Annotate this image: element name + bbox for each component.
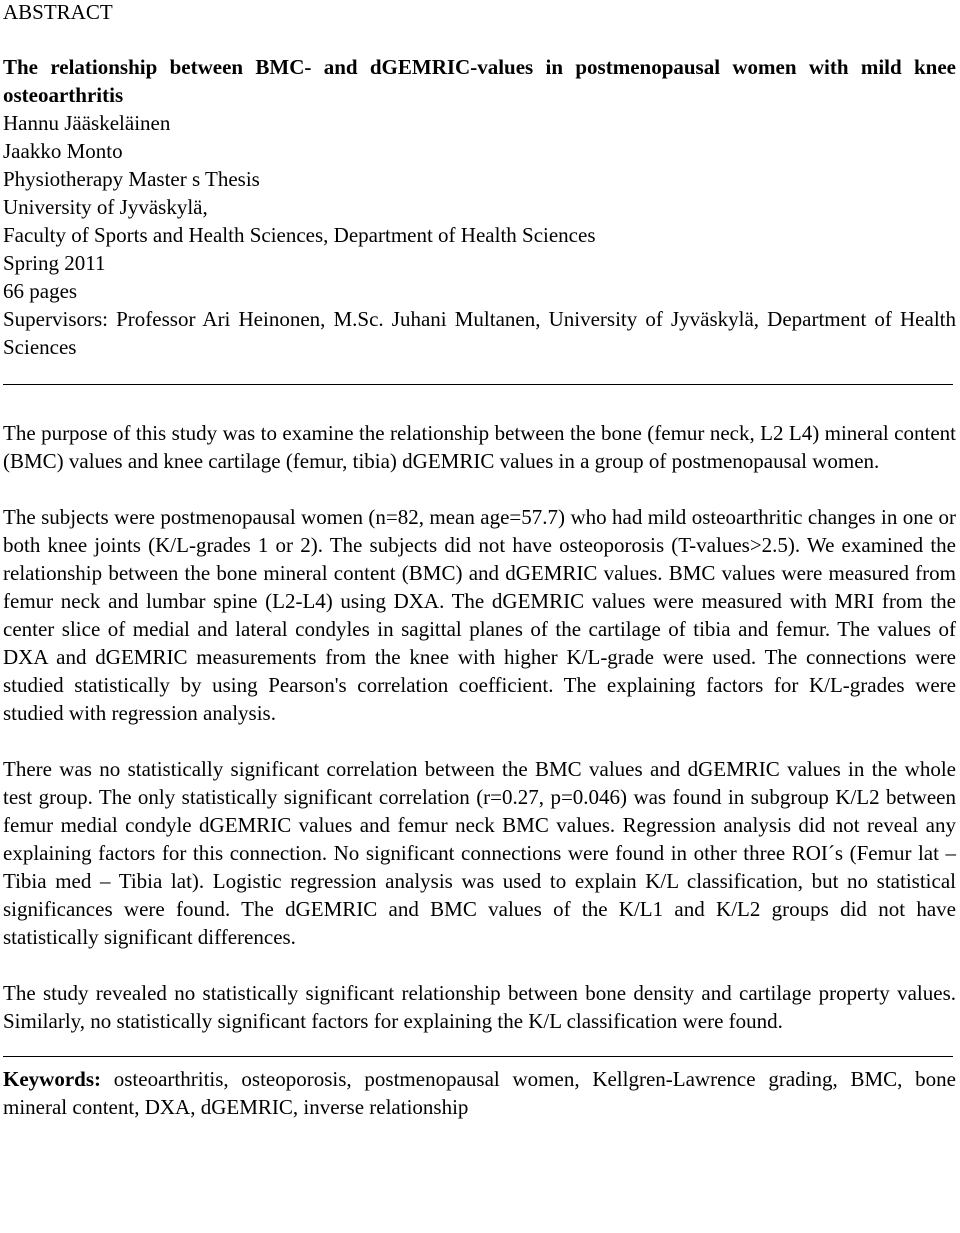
abstract-heading: ABSTRACT xyxy=(3,0,113,24)
author-2: Jaakko Monto xyxy=(3,139,123,163)
author-1: Hannu Jääskeläinen xyxy=(3,111,171,135)
abstract-paragraph-conclusion: The study revealed no statistically significant relationship between bone density and cartilage property values. Similarly, no statistically significant factors for explaining the K/L classification were found. xyxy=(3,981,956,1033)
abstract-paragraph-methods: The subjects were postmenopausal women (n=82, mean age=57.7) who had mild osteoarthritic changes in one or both knee joints (K/L-grades 1 or 2). The subjects did not have osteoporosis (T-values>2.5). We examined the relationship between the bone mineral content (BMC) and dGEMRIC values. BMC values were measured from femur neck and lumbar spine (L2-L4) using DXA. The dGEMRIC values were measured with MRI from the center slice of medial and lateral condyles in sagittal planes of the cartilage of tibia and femur. The values of DXA and dGEMRIC measurements from the knee with higher K/L-grade were used. The connections were studied statistically by using Pearson's correlation coefficient. The explaining factors for K/L-grades were studied with regression analysis. xyxy=(3,505,956,725)
faculty: Faculty of Sports and Health Sciences, Department of Health Sciences xyxy=(3,223,596,247)
page-count: 66 pages xyxy=(3,279,78,303)
university: University of Jyväskylä, xyxy=(3,195,208,219)
keywords-label: Keywords: xyxy=(3,1067,101,1091)
keywords-text: osteoarthritis, osteoporosis, postmenopausal women, Kellgren-Lawrence grading, BMC, bone mineral content, DXA, dGEMRIC, inverse relationship xyxy=(3,1067,956,1119)
thesis-type: Physiotherapy Master s Thesis xyxy=(3,167,260,191)
abstract-page xyxy=(3,0,956,1121)
thesis-metadata xyxy=(3,109,956,361)
term: Spring 2011 xyxy=(3,251,106,275)
abstract-paragraph-results: There was no statistically significant correlation between the BMC values and dGEMRIC values in the whole test group. The only statistically significant correlation (r=0.27, p=0.046) was found in subgroup K/L2 between femur medial condyle dGEMRIC values and femur neck BMC values. Regression analysis did not reveal any explaining factors for this connection. No significant connections were found in other three ROI´s (Femur lat – Tibia med – Tibia lat). Logistic regression analysis was used to explain K/L classification, but no statistical significances were found. The dGEMRIC and BMC values of the K/L1 and K/L2 groups did not have statistically significant differences. xyxy=(3,757,956,949)
top-divider xyxy=(3,384,953,385)
thesis-title: The relationship between BMC- and dGEMRIC-values in postmenopausal women with mild knee osteoarthritis xyxy=(3,55,956,107)
supervisors: Supervisors: Professor Ari Heinonen, M.Sc. Juhani Multanen, University of Jyväskylä, Department of Health Sciences xyxy=(3,307,956,359)
keywords xyxy=(3,1065,956,1121)
abstract-paragraph-purpose: The purpose of this study was to examine the relationship between the bone (femur neck, L2 L4) mineral content (BMC) values and knee cartilage (femur, tibia) dGEMRIC values in a group of postmenopausal women. xyxy=(3,421,956,473)
bottom-divider xyxy=(3,1056,953,1057)
